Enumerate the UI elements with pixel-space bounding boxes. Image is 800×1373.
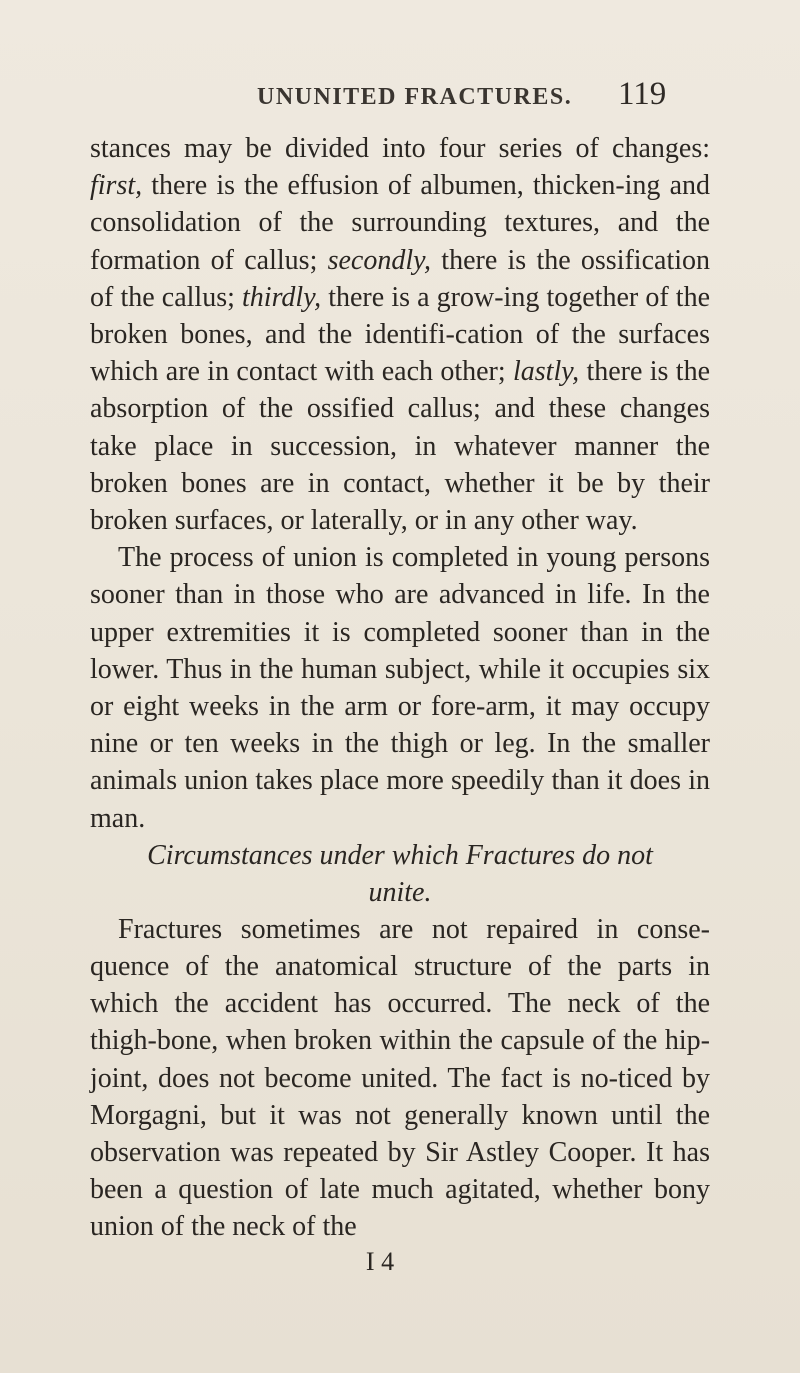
- running-head: [0, 76, 800, 120]
- paragraph-text-part: there is the absorption of the ossified callus; and these changes take place in succession, in whatever manner the broken bones are in contact, whether it be by their broken surfaces, or laterally, or in any other way.: [90, 356, 710, 537]
- paragraph-text-part: stances may be divided into four series of changes:: [90, 133, 710, 164]
- body-text: [90, 130, 710, 1278]
- page-number: 119: [618, 76, 667, 112]
- paragraph-text-part: there is a grow-ing together of the broken bones, and the identifi-cation of the surfaces which are in contact with each other;: [90, 281, 710, 388]
- paragraph-text-part: there is the ossification of the callus;: [90, 244, 710, 313]
- running-title: UNUNITED FRACTURES.: [257, 84, 573, 110]
- paragraph-stages-of-union: [90, 130, 710, 539]
- emphasis-first: first,: [90, 170, 143, 202]
- emphasis-secondly: secondly,: [327, 244, 432, 276]
- signature-text: I 4: [365, 1246, 395, 1276]
- signature-mark: [90, 1246, 710, 1278]
- paragraph-text-part: there is the effusion of albumen, thicken-ing and consolidation of the surrounding textures, and the formation of callus;: [90, 170, 710, 276]
- paragraph-fractures-not-repaired: Fractures sometimes are not repaired in conse-quence of the anatomical structure of the parts in which the accident has occurred. The neck of the thigh-bone, when broken within the capsule of the hip-joint, does not become united. The fact is no-ticed by Morgagni, but it was not generally known until the observation was repeated by Sir Astley Cooper. It has been a question of late much agitated, whether bony union of the neck of the: [90, 913, 710, 1243]
- section-heading: Circumstances under which Fractures do not unite.: [147, 839, 653, 908]
- paragraph-process-of-union: The process of union is completed in young persons sooner than in those who are advanced in life. In the upper extremities it is completed sooner than in the lower. Thus in the human subject, while it occupies six or eight weeks in the arm or fore-arm, it may occupy nine or ten weeks in the thigh or leg. In the smaller animals union takes place more speedily than it does in man.: [90, 542, 710, 834]
- emphasis-thirdly: thirdly,: [242, 281, 322, 313]
- emphasis-lastly: lastly,: [513, 356, 580, 388]
